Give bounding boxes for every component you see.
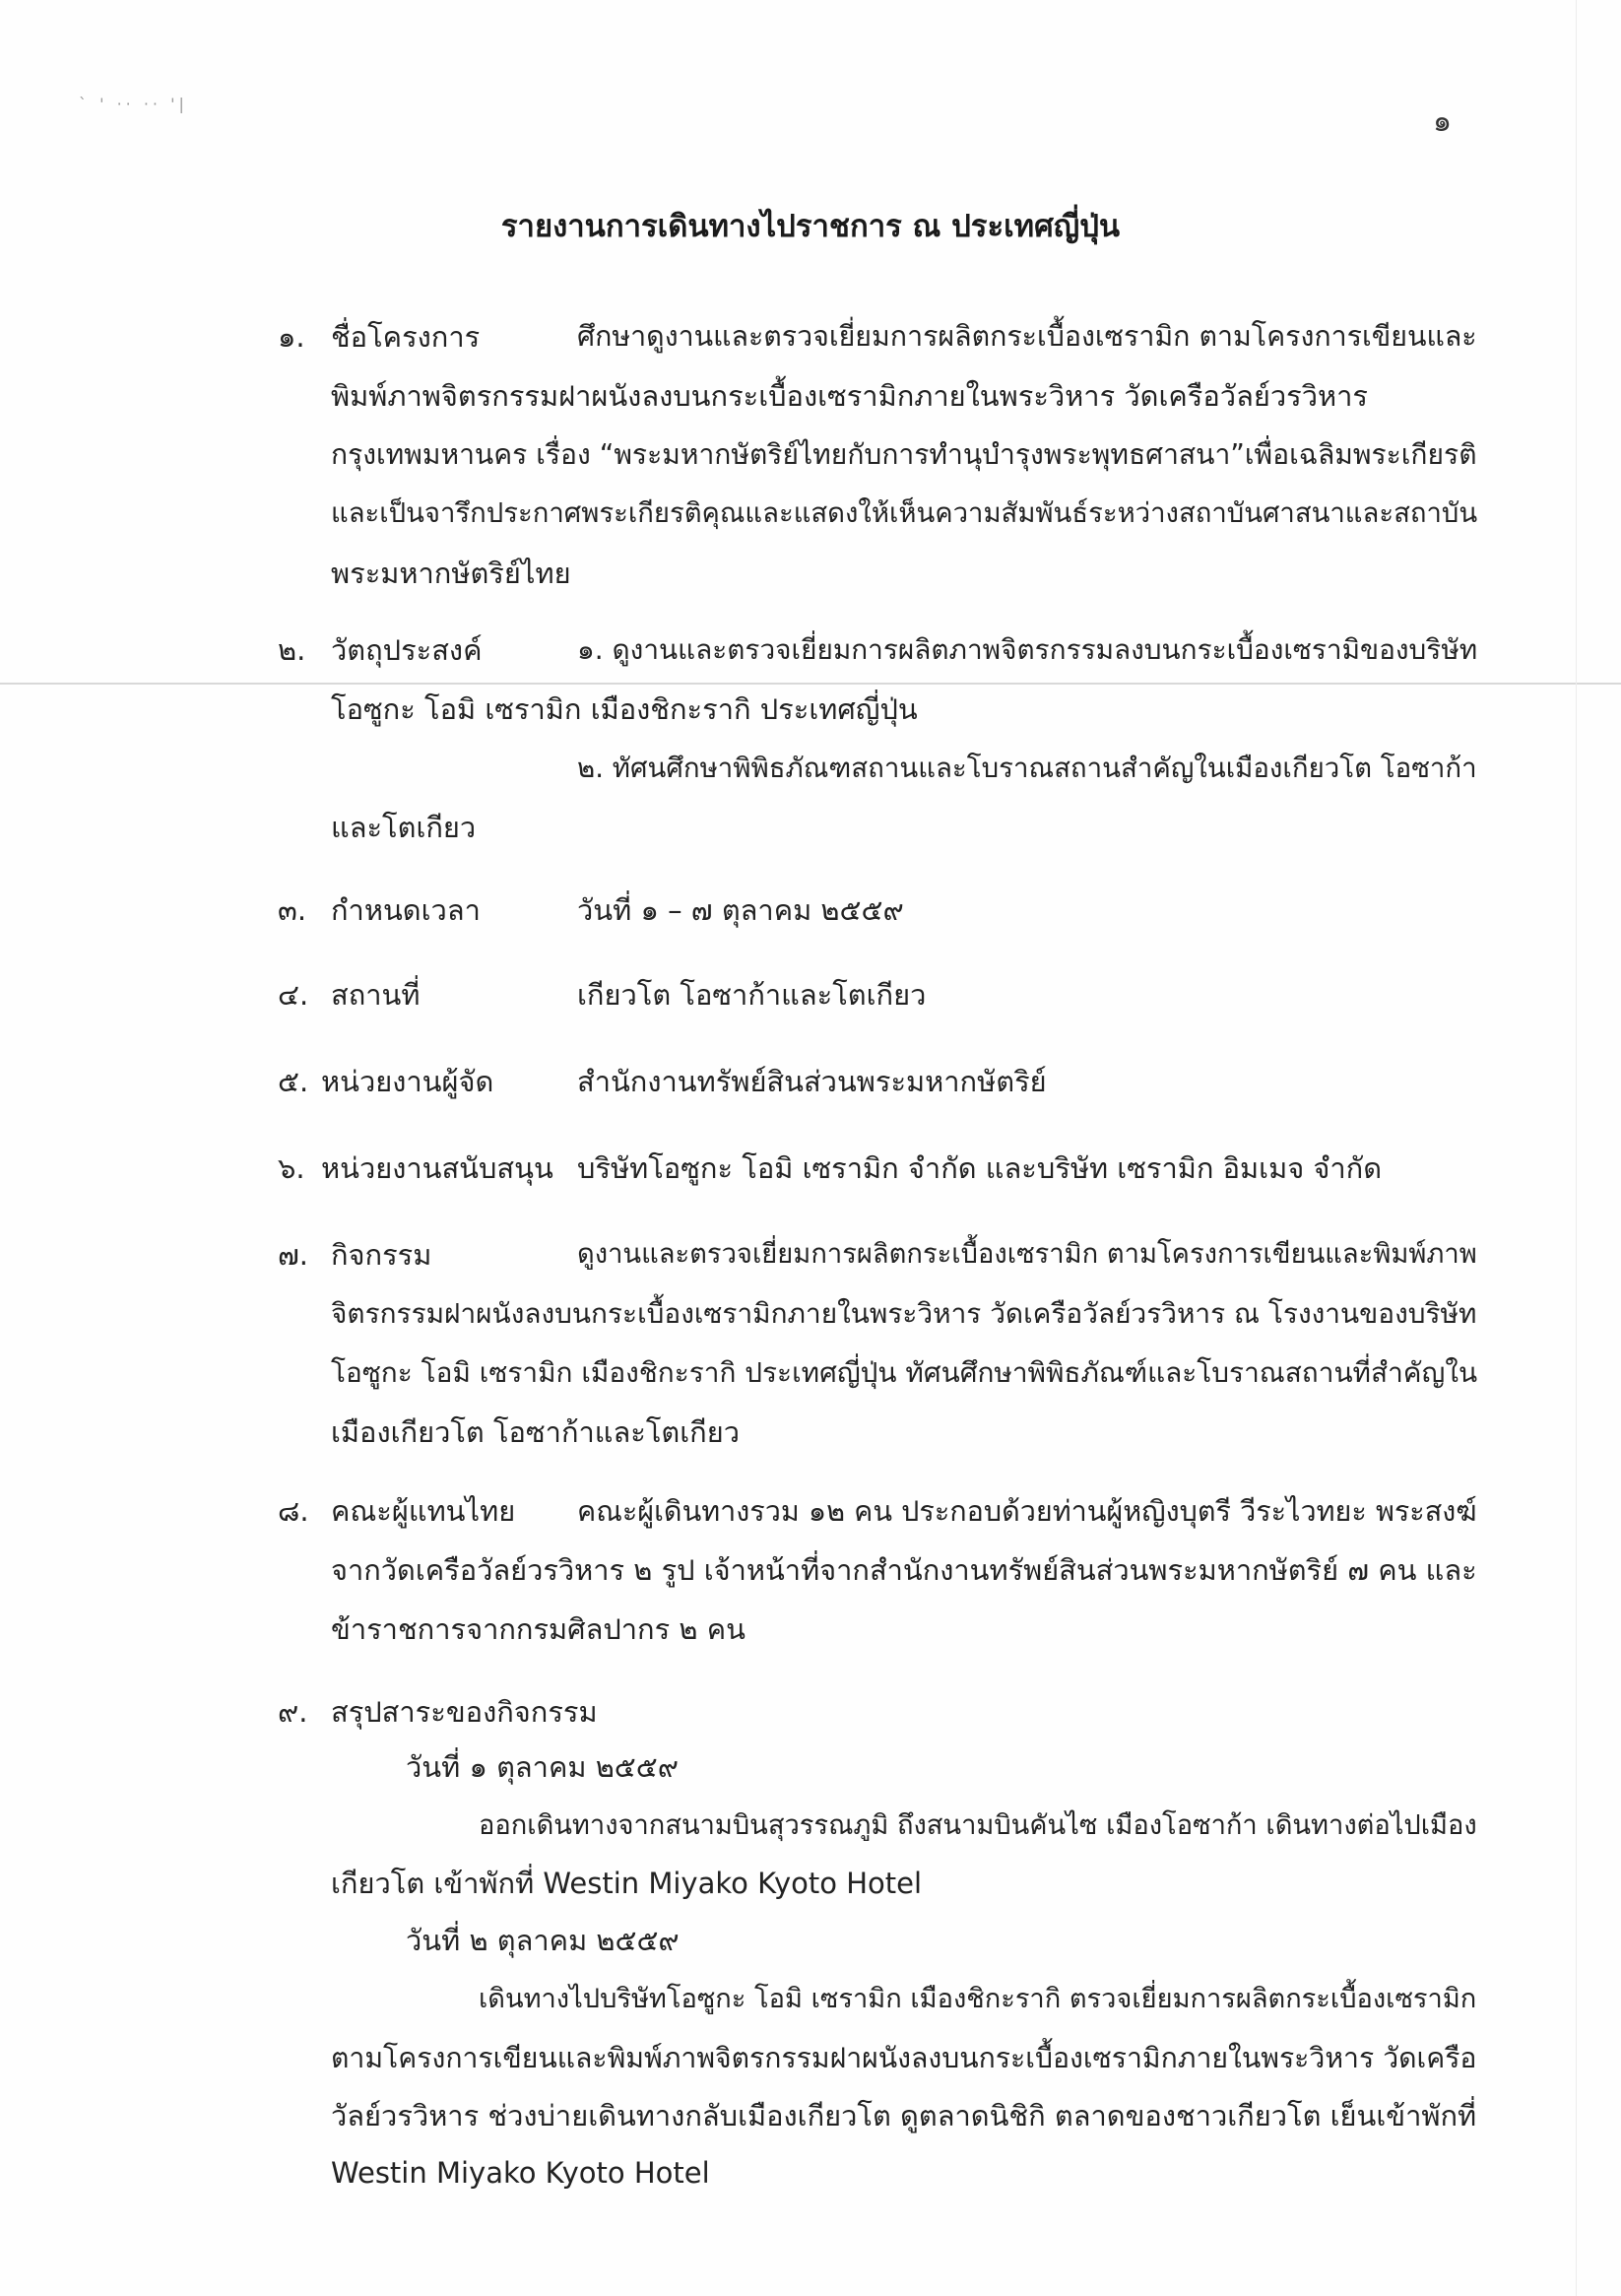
section-3-value: วันที่ ๑ – ๗ ตุลาคม ๒๕๕๙ bbox=[577, 893, 904, 927]
day-2-line-4: Westin Miyako Kyoto Hotel bbox=[331, 2156, 710, 2190]
section-9-label: สรุปสาระของกิจกรรม bbox=[331, 1695, 598, 1729]
section-2-line-1: ๑. ดูงานและตรวจเยี่ยมการผลิตภาพจิตรกรรมลงบนกระเบื้องเซรามิของบริษัท bbox=[577, 633, 1478, 666]
section-8-number: ๘. bbox=[278, 1494, 309, 1528]
scan-artifact-line bbox=[0, 683, 1621, 685]
section-6-label: หน่วยงานสนับสนุน bbox=[321, 1151, 553, 1185]
section-8-line-3: ข้าราชการจากกรมศิลปากร ๒ คน bbox=[331, 1612, 746, 1646]
day-1-line-1: ออกเดินทางจากสนามบินสุวรรณภูมิ ถึงสนามบินคันไซ เมืองโอซาก้า เดินทางต่อไปเมือง bbox=[479, 1810, 1477, 1841]
section-2-line-2: โอซูกะ โอมิ เซรามิก เมืองชิกะรากิ ประเทศญี่ปุ่น bbox=[331, 692, 918, 726]
section-9-number: ๙. bbox=[278, 1695, 308, 1729]
section-7-label: กิจกรรม bbox=[331, 1238, 432, 1272]
section-7-line-1: ดูงานและตรวจเยี่ยมการผลิตกระเบื้องเซรามิก ตามโครงการเขียนและพิมพ์ภาพ bbox=[577, 1239, 1477, 1270]
section-5-value: สำนักงานทรัพย์สินส่วนพระมหากษัตริย์ bbox=[577, 1065, 1047, 1098]
section-1-line-3: กรุงเทพมหานคร เรื่อง “พระมหากษัตริย์ไทยกับการทำนุบำรุงพระพุทธศาสนา”เพื่อเฉลิมพระเกียรติ bbox=[331, 438, 1477, 471]
document-title: รายงานการเดินทางไปราชการ ณ ประเทศญี่ปุ่น bbox=[500, 209, 1121, 244]
page-number: ๑ bbox=[1433, 104, 1453, 139]
section-7-line-2: จิตรกรรมฝาผนังลงบนกระเบื้องเซรามิกภายในพระวิหาร วัดเครือวัลย์วรวิหาร ณ โรงงานของบริษัท bbox=[331, 1297, 1477, 1330]
day-2-line-2: ตามโครงการเขียนและพิมพ์ภาพจิตรกรรมฝาผนังลงบนกระเบื้องเซรามิกภายในพระวิหาร วัดเครือ bbox=[331, 2042, 1477, 2074]
section-1-line-2: พิมพ์ภาพจิตรกรรมฝาผนังลงบนกระเบื้องเซรามิกภายในพระวิหาร วัดเครือวัลย์วรวิหาร bbox=[331, 379, 1368, 413]
section-2-line-4: และโตเกียว bbox=[331, 811, 477, 844]
section-8-line-1: คณะผู้เดินทางรวม ๑๒ คน ประกอบด้วยท่านผู้หญิงบุตรี วีระไวทยะ พระสงฆ์ bbox=[577, 1494, 1477, 1528]
section-4-label: สถานที่ bbox=[331, 978, 421, 1012]
section-1-label: ชื่อโครงการ bbox=[331, 320, 481, 354]
section-7-line-3: โอซูกะ โอมิ เซรามิก เมืองชิกะรากิ ประเทศญี่ปุ่น ทัศนศึกษาพิพิธภัณฑ์และโบราณสถานที่สำคัญใน bbox=[331, 1356, 1478, 1389]
section-2-label: วัตถุประสงค์ bbox=[331, 633, 483, 667]
section-5-number: ๕. bbox=[278, 1065, 309, 1098]
section-7-number: ๗. bbox=[278, 1238, 309, 1272]
scan-smudge: ` ' ·· ·· '| bbox=[79, 95, 188, 113]
section-6-number: ๖. bbox=[278, 1151, 305, 1185]
section-5-label: หน่วยงานผู้จัด bbox=[321, 1065, 494, 1098]
section-1-line-5: พระมหากษัตริย์ไทย bbox=[331, 557, 571, 590]
section-4-number: ๔. bbox=[278, 978, 309, 1012]
section-1-line-1: ศึกษาดูงานและตรวจเยี่ยมการผลิตกระเบื้องเซรามิก ตามโครงการเขียนและ bbox=[577, 320, 1477, 353]
day-2-line-1: เดินทางไปบริษัทโอซูกะ โอมิ เซรามิก เมืองชิกะรากิ ตรวจเยี่ยมการผลิตกระเบื้องเซรามิก bbox=[479, 1984, 1477, 2014]
section-6-value: บริษัทโอซูกะ โอมิ เซรามิก จำกัด และบริษัท เซรามิก อิมเมจ จำกัด bbox=[577, 1151, 1383, 1185]
section-3-label: กำหนดเวลา bbox=[331, 893, 481, 927]
day-2-line-3: วัลย์วรวิหาร ช่วงบ่ายเดินทางกลับเมืองเกียวโต ดูตลาดนิชิกิ ตลาดของชาวเกียวโต เย็นเข้าพักที่ bbox=[331, 2099, 1477, 2132]
section-7-line-4: เมืองเกียวโต โอซาก้าและโตเกียว bbox=[331, 1415, 740, 1449]
day-2-date: วันที่ ๒ ตุลาคม ๒๕๕๙ bbox=[406, 1924, 680, 1957]
section-1-line-4: และเป็นจารึกประกาศพระเกียรติคุณและแสดงให้เห็นความสัมพันธ์ระหว่างสถาบันศาสนาและสถาบัน bbox=[331, 498, 1478, 529]
day-1-date: วันที่ ๑ ตุลาคม ๒๕๕๙ bbox=[406, 1750, 679, 1784]
section-2-number: ๒. bbox=[278, 633, 306, 667]
scan-artifact-edge bbox=[1576, 0, 1577, 2296]
day-1-line-2: เกียวโต เข้าพักที่ Westin Miyako Kyoto Hotel bbox=[331, 1867, 923, 1900]
section-4-value: เกียวโต โอซาก้าและโตเกียว bbox=[577, 978, 927, 1012]
section-8-label: คณะผู้แทนไทย bbox=[331, 1494, 516, 1528]
section-3-number: ๓. bbox=[278, 893, 307, 927]
section-1-number: ๑. bbox=[278, 320, 305, 354]
section-8-line-2: จากวัดเครือวัลย์วรวิหาร ๒ รูป เจ้าหน้าที่จากสำนักงานทรัพย์สินส่วนพระมหากษัตริย์ ๗ คน และ bbox=[331, 1553, 1477, 1587]
section-2-line-3: ๒. ทัศนศึกษาพิพิธภัณฑสถานและโบราณสถานสำคัญในเมืองเกียวโต โอซาก้า bbox=[577, 752, 1477, 784]
